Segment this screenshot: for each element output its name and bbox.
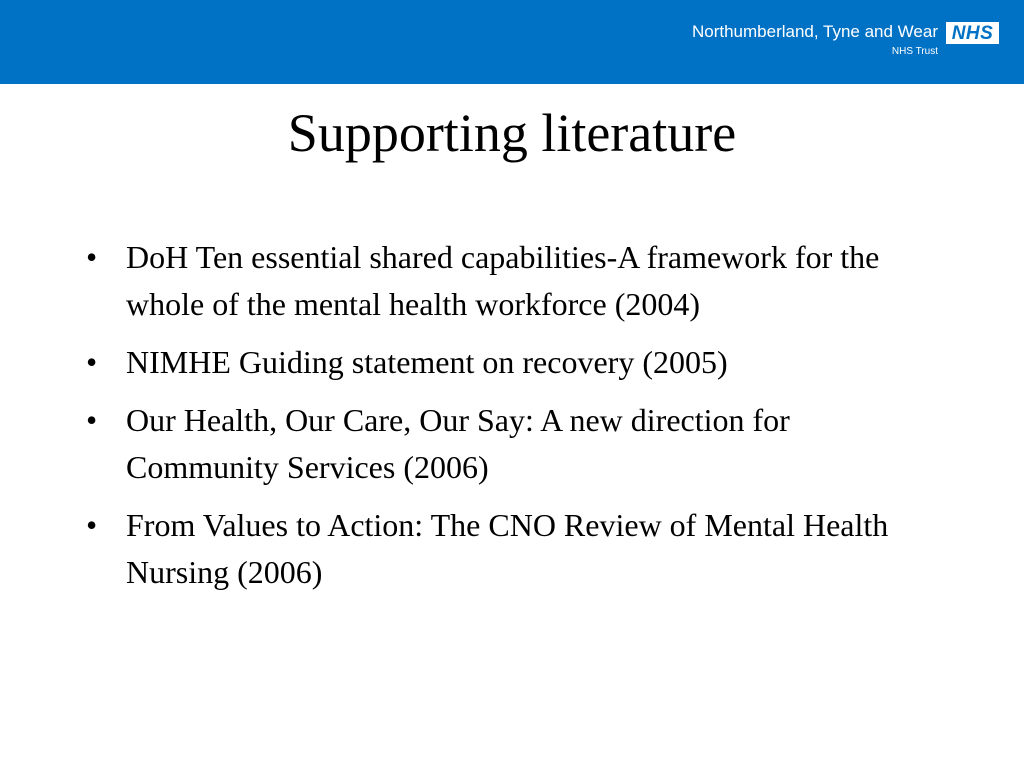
organization-subtitle: NHS Trust [891, 46, 938, 57]
bullet-item [86, 397, 926, 491]
organization-name: Northumberland, Tyne and Wear [691, 22, 938, 41]
header-bar [0, 0, 1024, 84]
bullet-item [86, 339, 926, 386]
bullet-item [86, 502, 926, 596]
bullet-text: Our Health, Our Care, Our Say: A new direction for Community Services (2006) [126, 402, 790, 485]
bullet-icon: • [86, 239, 98, 275]
bullet-text: From Values to Action: The CNO Review of Mental Health Nursing (2006) [126, 507, 889, 590]
bullet-icon: • [86, 507, 98, 543]
bullet-text: NIMHE Guiding statement on recovery (2005) [126, 344, 728, 380]
slide-title: Supporting literature [287, 103, 737, 163]
nhs-logo [946, 22, 999, 44]
bullet-icon: • [86, 344, 98, 380]
bullet-item [86, 234, 926, 328]
bullet-text: DoH Ten essential shared capabilities-A framework for the whole of the mental health workforce (2004) [126, 239, 880, 322]
nhs-logo-text: NHS [951, 22, 994, 44]
bullet-icon: • [86, 402, 98, 438]
bullet-list [86, 234, 926, 607]
